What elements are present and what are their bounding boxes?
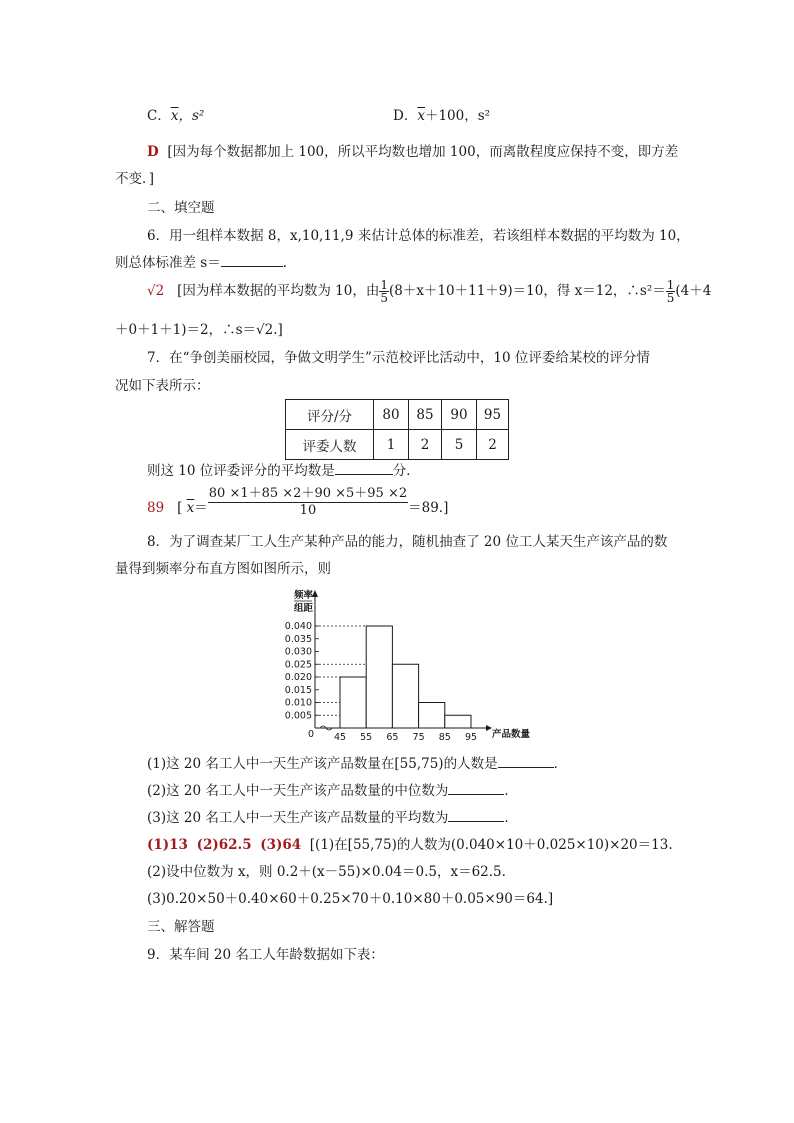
option-c	[147, 104, 204, 124]
answer-blank	[335, 462, 393, 475]
question-8-sub2	[147, 779, 518, 799]
histogram-bar	[340, 677, 366, 728]
section-heading-answer: 三、解答题	[147, 919, 215, 935]
answer-blank	[448, 809, 504, 822]
answer-5-line1	[147, 140, 678, 160]
x-axis-label: 产品数量	[492, 729, 531, 740]
answer-8-explanation2: (2)设中位数为 x，则 0.2＋(x－55)×0.04＝0.5，x＝62.5.	[147, 864, 506, 880]
y-tick-label: 0.040	[284, 621, 312, 632]
table-cell: 85	[409, 400, 442, 430]
fraction-numerator: 80 ×1＋85 ×2＋90 ×5＋95 ×2	[208, 486, 408, 501]
option-c-text: ，s²	[178, 108, 205, 124]
x-tick-label: 55	[360, 732, 373, 743]
answer-6-text2: (8＋x＋10＋11＋9)＝10，得 x＝12，∴s²＝	[388, 283, 666, 299]
punctuation: ．	[504, 783, 518, 799]
mean-fraction	[208, 486, 408, 519]
sub-question-text: (2)这 20 名工人中一天生产该产品数量的中位数为	[147, 783, 449, 799]
question-7-after	[147, 459, 420, 479]
x-tick-label: 85	[438, 732, 451, 743]
option-d-text: ＋100，s²	[424, 108, 491, 124]
y-axis-label-top: 频率	[294, 590, 314, 601]
sub-question-text: (3)这 20 名工人中一天生产该产品数量的平均数为	[147, 810, 449, 826]
answer-6-value: √2	[147, 283, 165, 299]
y-axis-label-bottom: 组距	[294, 603, 314, 614]
punctuation: ．	[553, 756, 568, 772]
y-tick-label: 0.005	[284, 710, 312, 722]
histogram-bar	[392, 664, 418, 728]
answer-8-part3: (3)64	[260, 837, 302, 853]
table-cell: 1	[374, 430, 409, 460]
question-8-sub1	[147, 752, 567, 772]
table-cell: 95	[477, 400, 509, 430]
y-tick-label: 0.015	[284, 684, 312, 696]
x-tick-label: 65	[386, 732, 399, 743]
answer-8-explanation1: [(1)在[55,75)的人数为(0.040×10＋0.025×10)×20＝13.	[309, 837, 673, 853]
question-8-line2: 量得到频率分布直方图如图所示，则	[115, 561, 331, 577]
question-7-unit: 分．	[392, 463, 420, 479]
fraction-one-fifth	[379, 279, 389, 304]
table-header-cell: 评分/分	[286, 400, 374, 430]
answer-6-line2: ＋0＋1＋1)＝2，∴s＝√2.]	[115, 322, 283, 338]
answer-5-text: [因为每个数据都加上 100，所以平均数也增加 100，而离散程度应保持不变，即方差	[167, 144, 679, 160]
fraction-denominator: 10	[299, 503, 317, 518]
question-6-text: 则总体标准差 s＝	[115, 255, 221, 271]
histogram-bar	[445, 715, 471, 728]
option-d-xbar: $\overline{x}$	[417, 108, 425, 124]
answer-blank	[448, 782, 504, 795]
question-6-line1: 6．用一组样本数据 8，x,10,11,9 来估计总体的标准差，若该组样本数据的平均数为 10，	[147, 228, 690, 244]
table-row	[286, 400, 509, 430]
answer-blank	[498, 755, 554, 768]
answer-7-value: 89	[147, 500, 165, 516]
question-8-sub3	[147, 806, 518, 826]
answer-6-text1: [因为样本数据的平均数为 10，由	[177, 283, 380, 299]
section-heading-fill-blank: 二、填空题	[147, 200, 215, 216]
answer-7-result: ＝89.]	[408, 500, 449, 516]
answer-8-part1: (1)13	[147, 837, 188, 853]
answer-8-line1	[147, 833, 673, 853]
sub-question-text: (1)这 20 名工人中一天生产该产品数量在[55,75)的人数是	[147, 756, 498, 772]
y-tick-label: 0.025	[284, 659, 312, 671]
question-7-text: 则这 10 位评委评分的平均数是	[147, 463, 335, 479]
y-tick-label: 0.030	[284, 646, 312, 658]
x-tick-label: 95	[464, 732, 478, 743]
question-8-line1: 8．为了调查某厂工人生产某种产品的能力，随机抽查了 20 位工人某天生产该产品的数	[147, 534, 668, 550]
histogram-bar	[419, 703, 445, 729]
punctuation: ．	[504, 810, 518, 826]
x-tick-label: 45	[333, 732, 347, 743]
option-c-letter: C．	[147, 108, 171, 124]
table-cell: 90	[442, 400, 477, 430]
option-c-xbar: $\overline{x}$	[170, 108, 179, 124]
fraction-one-fifth-2	[666, 279, 676, 304]
answer-7	[147, 486, 448, 519]
answer-7-equals: ＝	[194, 500, 208, 516]
question-7-line2: 况如下表所示：	[115, 378, 210, 394]
question-9: 9．某车间 20 名工人年龄数据如下表：	[147, 947, 384, 963]
table-cell: 2	[477, 430, 509, 460]
answer-5-line2: 不变．]	[115, 171, 155, 187]
table-cell: 80	[374, 400, 409, 430]
y-tick-label: 0.035	[284, 633, 312, 645]
score-table	[285, 399, 509, 460]
answer-6-text3: (4＋4	[675, 283, 712, 299]
histogram-bar	[366, 626, 392, 728]
table-row	[286, 430, 509, 460]
table-cell: 5	[442, 430, 477, 460]
answer-8-part2: (2)62.5	[196, 837, 252, 853]
answer-7-xbar: $\overline{x}$	[186, 500, 195, 516]
answer-blank	[221, 254, 283, 267]
question-6-line2: 则总体标准差 s＝ .	[115, 255, 288, 271]
answer-7-bracket: [	[177, 500, 183, 516]
frequency-histogram	[250, 585, 570, 745]
fraction-numerator: 1	[380, 278, 388, 292]
answer-5-letter: D	[147, 144, 159, 160]
origin-label: 0	[308, 729, 315, 740]
option-d-letter: D．	[393, 108, 418, 124]
y-tick-label: 0.010	[284, 697, 312, 709]
table-cell: 2	[409, 430, 442, 460]
fraction-numerator: 1	[666, 278, 675, 292]
fraction-denominator: 5	[380, 291, 388, 305]
table-header-cell: 评委人数	[286, 430, 374, 460]
answer-6-line1	[147, 279, 711, 304]
fraction-denominator: 5	[666, 291, 675, 305]
question-7-line1: 7．在“争创美丽校园，争做文明学生”示范校评比活动中，10 位评委给某校的评分情	[147, 350, 650, 366]
answer-8-explanation3: (3)0.20×50＋0.40×60＋0.25×70＋0.10×80＋0.05×90＝64.]	[147, 891, 554, 907]
option-d	[393, 104, 490, 124]
x-tick-label: 75	[412, 732, 425, 743]
y-tick-label: 0.020	[284, 672, 312, 683]
